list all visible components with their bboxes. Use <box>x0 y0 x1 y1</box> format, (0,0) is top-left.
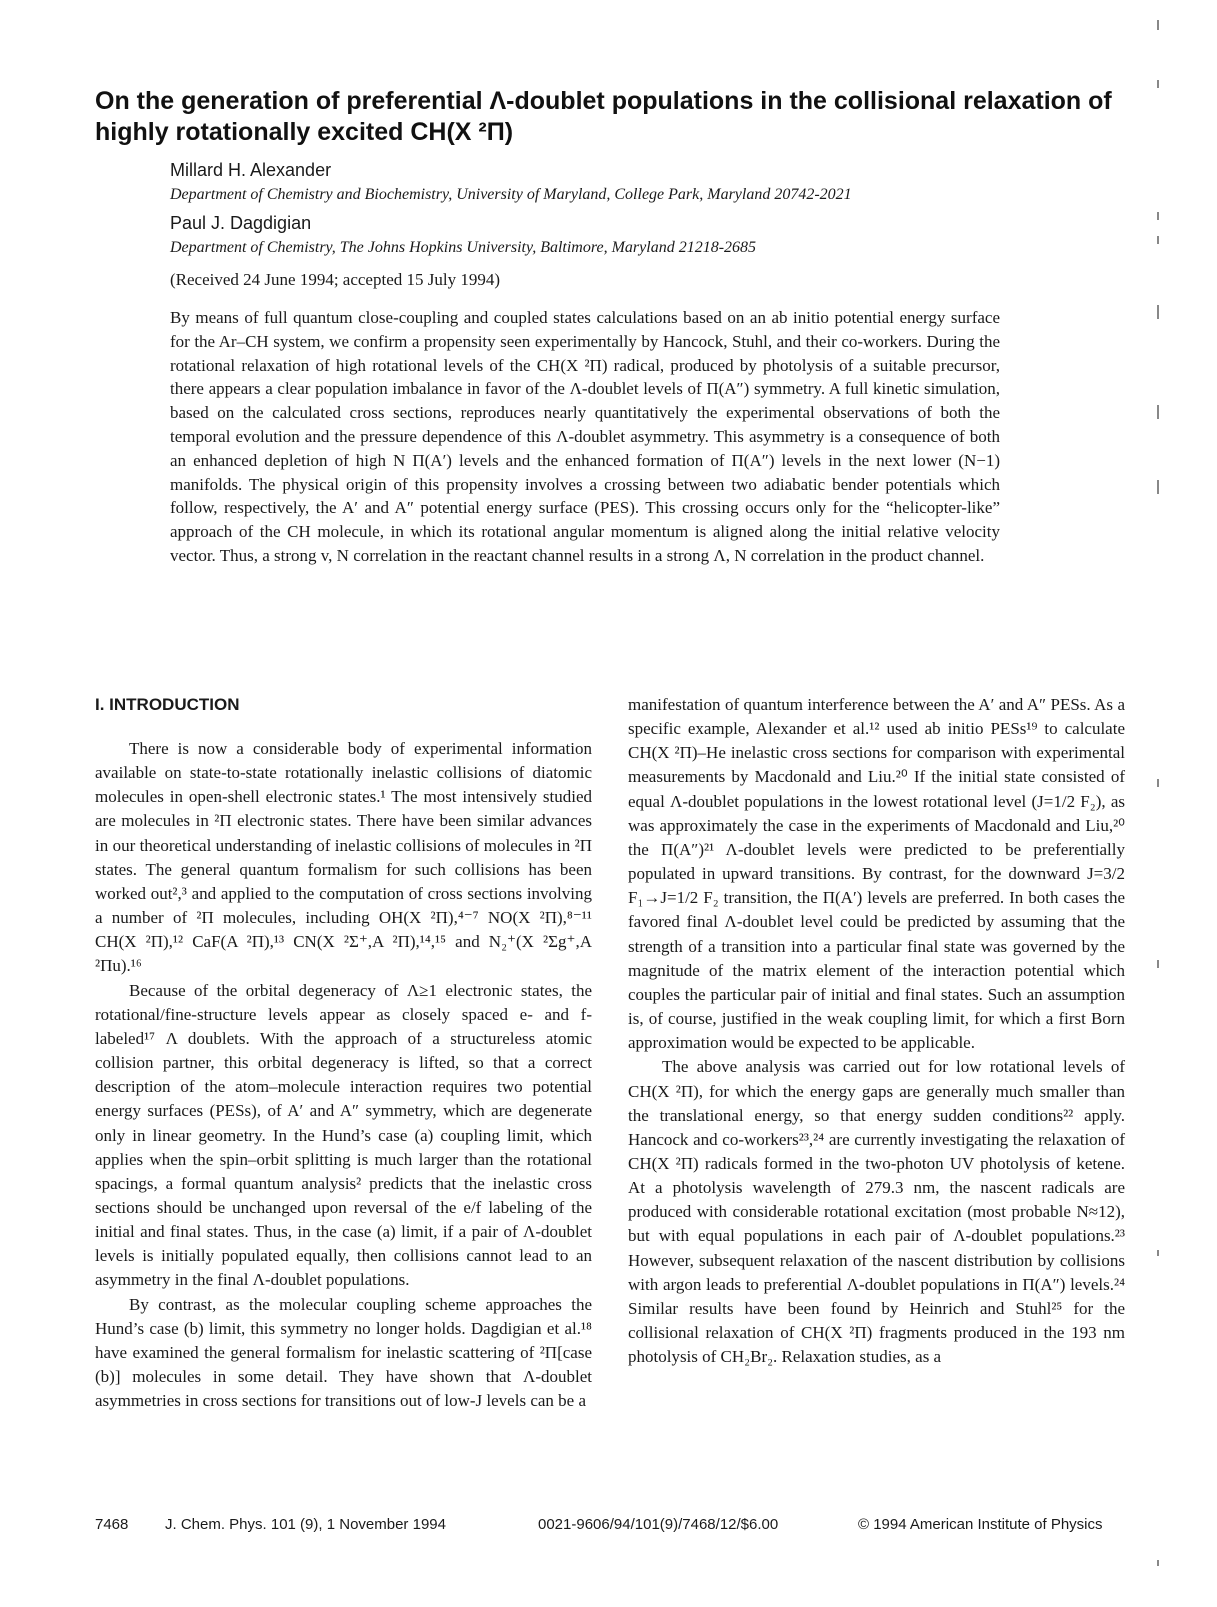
scan-mark <box>1157 1250 1159 1256</box>
scan-mark <box>1157 779 1159 787</box>
left-column <box>95 737 592 1413</box>
paragraph: Because of the orbital degeneracy of Λ≥1 electronic states, the rotational/fine-structure levels appear as closely spaced e- and f-labeled¹⁷ Λ doublets. With the approach of a structureless atomic collision partner, this orbital degeneracy is lifted, so that a correct description of the atom–molecule interaction requires two potential energy surfaces (PESs), of A′ and A″ symmetry, which are degenerate only in linear geometry. In the Hund’s case (a) coupling limit, which applies when the spin–orbit splitting is much larger than the rotational spacings, a formal quantum analysis² predicts that the inelastic cross sections should be unchanged upon reversal of the e/f labeling of the initial and final states. Thus, in the case (a) limit, if a pair of Λ-doublet levels is initially populated equally, then collisions cannot lead to an asymmetry in the final Λ-doublet populations. <box>95 980 592 1290</box>
scan-mark <box>1157 80 1159 88</box>
scan-mark <box>1157 20 1159 30</box>
scan-mark <box>1157 212 1159 220</box>
abstract: By means of full quantum close-coupling and coupled states calculations based on an ab initio potential energy surface for the Ar–CH system, we confirm a propensity seen experimentally by Hancock, Stuhl, and their co-workers. During the rotational relaxation of high rotational levels of the CH(X ²Π) radical, produced by photolysis of a suitable precursor, there appears a clear population imbalance in favor of the Λ-doublet levels of Π(A″) symmetry. A full kinetic simulation, based on the calculated cross sections, reproduces nearly quantitatively the experimental observations of both the temporal evolution and the pressure dependence of this Λ-doublet asymmetry. This asymmetry is a consequence of both an enhanced depletion of high N Π(A′) levels and the enhanced formation of Π(A″) levels in the next lower (N−1) manifolds. The physical origin of this propensity involves a crossing between two adiabatic bender potentials which follow, respectively, the A′ and A″ potential energy surface (PES). This crossing occurs only for the “helicopter-like” approach of the CH molecule, in which its rotational angular momentum is aligned along the initial relative velocity vector. Thus, a strong v, N correlation in the reactant channel results in a strong Λ, N correlation in the product channel. <box>170 308 1000 565</box>
scan-mark <box>1157 480 1159 494</box>
scan-mark <box>1157 236 1159 244</box>
paragraph: The above analysis was carried out for low rotational levels of CH(X ²Π), for which the energy gaps are generally much smaller than the translational energy, so that energy sudden conditions²² apply. Hancock and co-workers²³,²⁴ are currently investigating the relaxation of CH(X ²Π) radicals formed in the two-photon UV photolysis of ketene. At a photolysis wavelength of 279.3 nm, the nascent radicals are produced with considerable rotational excitation (most probable N≈12), but with equal populations in each pair of Λ-doublet populations.²³ However, subsequent relaxation of the nascent distribution by collisions with argon leads to preferential Λ-doublet populations in Π(A″) levels.²⁴ Similar results have been found by Heinrich and Stuhl²⁵ for the collisional relaxation of CH(X ²Π) fragments produced in the 193 nm photolysis of CH₂Br₂. Relaxation studies, as a <box>628 1057 1125 1367</box>
copyright-notice: © 1994 American Institute of Physics <box>858 1516 1103 1533</box>
author-name: Millard H. Alexander <box>170 160 332 180</box>
paragraph: By contrast, as the molecular coupling scheme approaches the Hund’s case (b) limit, this symmetry no longer holds. Dagdigian et al.¹⁸ have examined the general formalism for inelastic scattering of ²Π[case (b)] molecules in some detail. They have shown that Λ-doublet asymmetries in cross sections for transitions out of low-J levels can be a <box>95 1294 592 1411</box>
section-heading: I. INTRODUCTION <box>95 695 240 714</box>
author-affiliation: Department of Chemistry and Biochemistry, University of Maryland, College Park, Maryland 20742-2021 <box>170 186 852 203</box>
scan-mark <box>1157 960 1159 968</box>
article-code: 0021-9606/94/101(9)/7468/12/$6.00 <box>538 1516 779 1533</box>
author-affiliation: Department of Chemistry, The Johns Hopkins University, Baltimore, Maryland 21218-2685 <box>170 239 757 256</box>
scan-mark <box>1157 305 1159 319</box>
scan-mark <box>1157 1560 1159 1566</box>
page-number: 7468 <box>95 1516 129 1533</box>
received-date: (Received 24 June 1994; accepted 15 July 1994) <box>170 270 500 289</box>
article-title: On the generation of preferential Λ-doublet populations in the collisional relaxation of highly rotationally excited CH(X ²Π) <box>95 87 1112 146</box>
scan-mark <box>1157 405 1159 419</box>
author-name: Paul J. Dagdigian <box>170 213 312 233</box>
paragraph: manifestation of quantum interference between the A′ and A″ PESs. As a specific example, Alexander et al.¹² used ab initio PESs¹⁹ to calculate CH(X ²Π)–He inelastic cross sections for comparison with experimental measurements by Macdonald and Liu.²⁰ If the initial state consisted of equal Λ-doublet populations in the lowest rotational level (J=1/2 F₂), as was approximately the case in the experiments of Macdonald and Liu,²⁰ the Π(A″)²¹ Λ-doublet levels were predicted to be preferentially populated in upward transitions. By contrast, for the downward J=3/2 F₁→J=1/2 F₂ transition, the Π(A′) levels are preferred. In both cases the favored final Λ-doublet level could be predicted by assuming that the strength of a transition into a particular final state was governed by the magnitude of the matrix element of the interaction potential which couples the particular pair of initial and final states. Such an assumption is, of course, justified in the weak coupling limit, for which a first Born approximation would be expected to be applicable. <box>628 695 1125 1053</box>
paragraph: There is now a considerable body of experimental information available on state-to-state rotationally inelastic collisions of diatomic molecules in open-shell electronic states.¹ The most intensively studied are molecules in ²Π electronic states. There have been similar advances in our theoretical understanding of inelastic collisions of molecules in ²Π states. The general quantum formalism for such collisions has been worked out²,³ and applied to the computation of cross sections involving a number of ²Π molecules, including OH(X ²Π),⁴⁻⁷ NO(X ²Π),⁸⁻¹¹ CH(X ²Π),¹² CaF(A ²Π),¹³ CN(X ²Σ⁺,A ²Π),¹⁴,¹⁵ and N₂⁺(X ²Σg⁺,A ²Πu).¹⁶ <box>95 739 592 976</box>
scan-margin-marks <box>1147 0 1177 1607</box>
journal-citation: J. Chem. Phys. 101 (9), 1 November 1994 <box>165 1516 446 1533</box>
right-column <box>628 693 1125 1369</box>
